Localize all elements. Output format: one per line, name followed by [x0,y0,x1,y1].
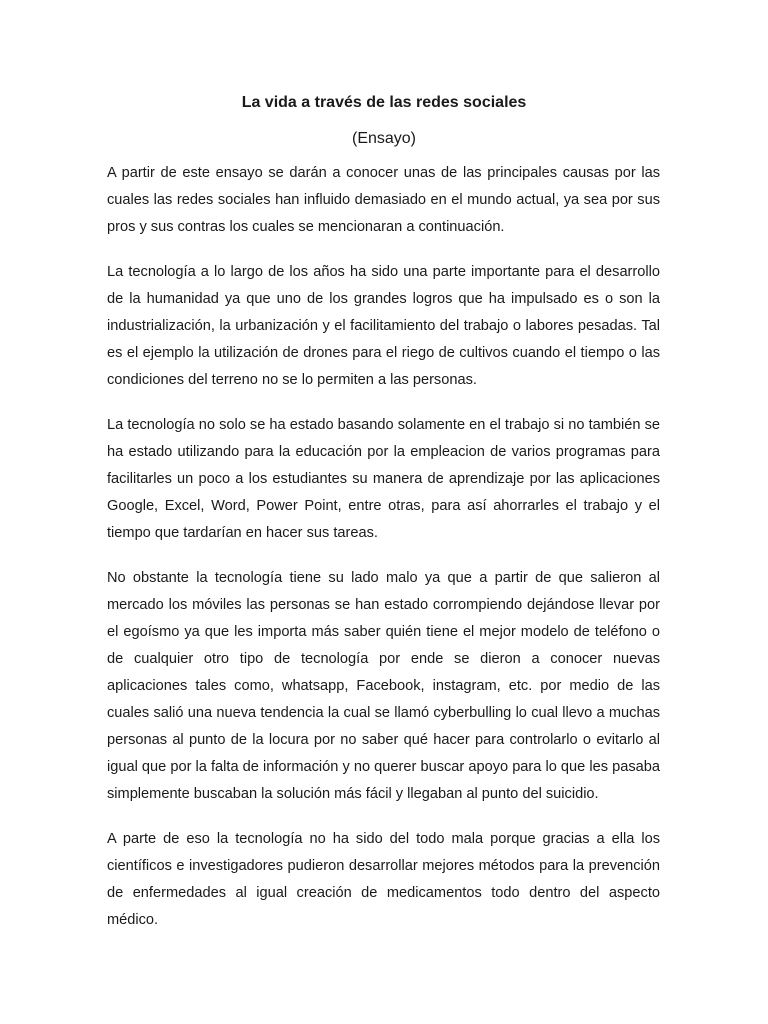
paragraph-4: No obstante la tecnología tiene su lado malo ya que a partir de que salieron al mercado los móviles las personas se han estado corrompiendo dejándose llevar por el egoísmo ya que les importa más saber quién tiene el mejor modelo de teléfono o de cualquier otro tipo de tecnología por ende se dieron a conocer nuevas aplicaciones tales como, whatsapp, Facebook, instagram, etc. por medio de las cuales salió una nueva tendencia la cual se llamó cyberbulling lo cual llevo a muchas personas al punto de la locura por no saber qué hacer para controlarlo o evitarlo al igual que por la falta de información y no querer buscar apoyo para lo que les pasaba simplemente buscaban la solución más fácil y llegaban al punto del suicidio. [107,570,660,802]
paragraph-5: A parte de eso la tecnología no ha sido del todo mala porque gracias a ella los científicos e investigadores pudieron desarrollar mejores métodos para la prevención de enfermedades al igual creación de medicamentos todo dentro del aspecto médico. [107,831,660,928]
paragraph-3: La tecnología no solo se ha estado basando solamente en el trabajo si no también se ha estado utilizando para la educación por la empleacion de varios programas para facilitarles un poco a los estudiantes su manera de aprendizaje por las aplicaciones Google, Excel, Word, Power Point, entre otras, para así ahorrarles el trabajo y el tiempo que tardarían en hacer sus tareas. [107,417,660,541]
paragraph-1: A partir de este ensayo se darán a conocer unas de las principales causas por las cuales las redes sociales han influido demasiado en el mundo actual, ya sea por sus pros y sus contras los cuales se mencionaran a continuación. [107,165,660,235]
document-subtitle: (Ensayo) [351,130,417,147]
document-body [107,160,660,952]
paragraph-2: La tecnología a lo largo de los años ha sido una parte importante para el desarrollo de la humanidad ya que uno de los grandes logros que ha impulsado es o son la industrialización, la urbanización y el facilitamiento del trabajo o labores pesadas. Tal es el ejemplo la utilización de drones para el riego de cultivos cuando el tiempo o las condiciones del terreno no se lo permiten a las personas. [107,264,660,388]
document-title: La vida a través de las redes sociales [241,94,527,111]
